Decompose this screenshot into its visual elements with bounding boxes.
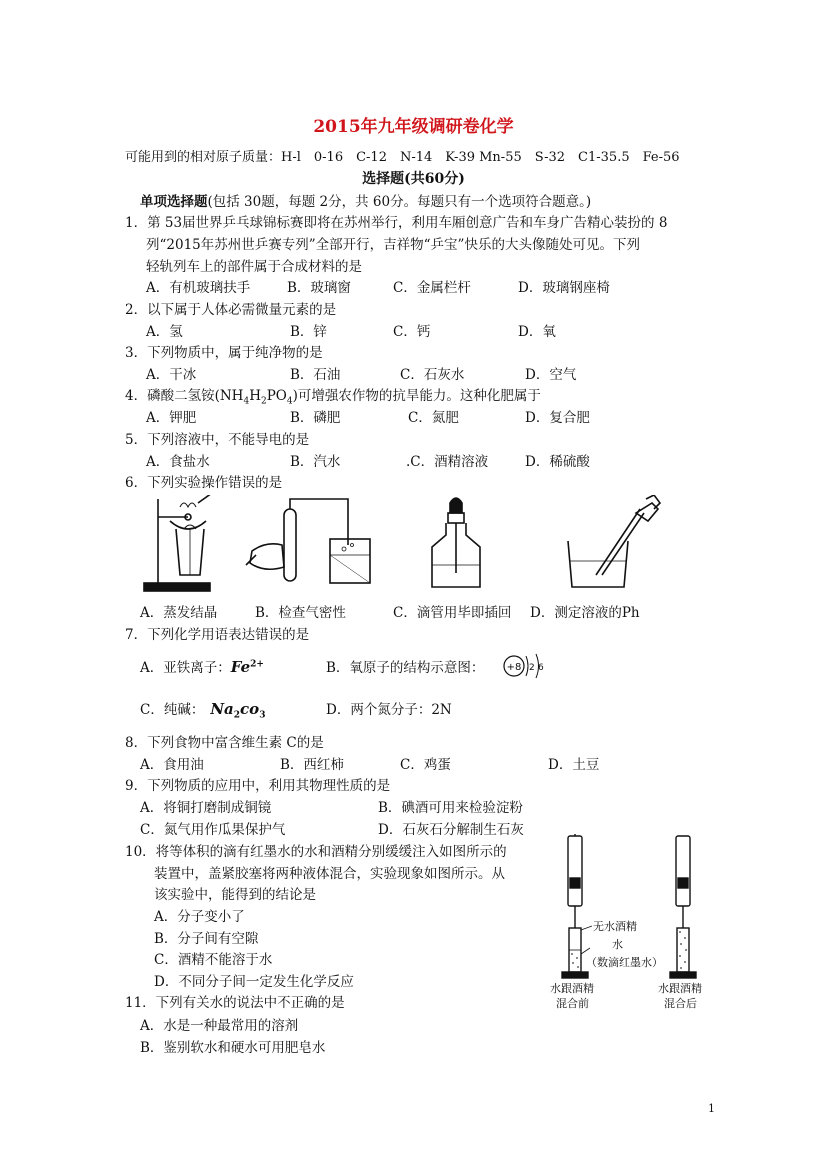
q3-option-a: A．干冰 (146, 367, 197, 383)
fig-after-label2: 混合后 (664, 997, 697, 1010)
q3-option-c: C．石灰水 (400, 367, 465, 383)
q1-option-a: A．有机玻璃扶手 (146, 280, 251, 296)
dropper-bottle-icon (432, 498, 480, 587)
q8-option-a: A．食用油 (140, 757, 204, 773)
q11-option-b: B．鉴别软水和硬水可用肥皂水 (140, 1040, 326, 1056)
q1-option-c: C．金属栏杆 (393, 280, 471, 296)
q4-sub: 2 (260, 396, 267, 407)
q9-option-c: C．氮气用作瓜果保护气 (140, 822, 286, 838)
q9-option-d: D．石灰石分解制生石灰 (378, 822, 524, 838)
q8-option-b: B．西红柿 (280, 757, 344, 773)
airtightness-check-icon (246, 499, 370, 583)
q7-stem: 7．下列化学用语表达错误的是 (125, 627, 310, 643)
oxygen-atom-diagram (500, 651, 548, 681)
q1-line1: 1．第 53届世界乒乓球锦标赛即将在苏州举行，利用车厢创意广告和车身广告精心装扮的 8 (125, 215, 668, 231)
q9-option-a: A．将铜打磨制成铜镜 (140, 800, 272, 816)
q8-option-c: C．鸡蛋 (400, 757, 451, 773)
q4-option-c: C．氮肥 (408, 410, 459, 426)
q2-option-c: C．钙 (393, 324, 431, 340)
q10-option-a: A．分子变小了 (154, 909, 245, 925)
atom-nucleus-label: +8 (506, 662, 522, 673)
q7-a-charge: 2+ (250, 659, 264, 670)
q10-line2: 装置中，盖紧胶塞将两种液体混合，实验现象如图所示。从 (154, 866, 505, 882)
fig-water-note: （数滴红墨水） (586, 956, 663, 969)
q10-mixing-figure (550, 832, 720, 1014)
q10-option-c: C．酒精不能溶于水 (154, 952, 273, 968)
fig-before-label2: 混合前 (556, 997, 589, 1010)
fig-water-label: 水 (612, 938, 623, 951)
section-heading: 选择题(共60分) (362, 171, 465, 187)
q3-option-b: B．石油 (290, 367, 341, 383)
q10-option-b: B．分子间有空隙 (154, 931, 259, 947)
q6-apparatus-figure (140, 495, 670, 597)
q5-stem: 5．下列溶液中，不能导电的是 (125, 432, 310, 448)
q2-option-b: B．锌 (290, 324, 327, 340)
q4-sub: 4 (243, 396, 250, 407)
fig-after-label1: 水跟酒精 (658, 982, 702, 995)
q10-option-d: D．不同分子间一定发生化学反应 (154, 974, 354, 990)
q7-c-formula: co (240, 700, 260, 718)
q4-stem-part: PO (266, 388, 287, 404)
q6-option-d: D．测定溶液的Ph (530, 605, 640, 621)
q6-option-b: B．检查气密性 (255, 605, 346, 621)
q10-line1: 10．将等体积的滴有红墨水的水和酒精分别缓缓注入如图所示的 (125, 844, 507, 860)
evaporation-stand-icon (144, 495, 212, 591)
atomic-masses: 可能用到的相对原子质量：H-l 0-16 C-12 N-14 K-39 Mn-55 S-32 C1-35.5 Fe-56 (125, 150, 680, 165)
instructions (140, 190, 591, 210)
q4-stem-part: H (249, 388, 261, 404)
q4-option-b: B．磷肥 (290, 410, 341, 426)
q7-option-c (140, 698, 265, 721)
q8-option-d: D．土豆 (548, 757, 600, 773)
q7-c-formula: Na (210, 700, 234, 718)
q7-option-d: D．两个氮分子：2N (326, 702, 452, 718)
q1-option-d: D．玻璃钢座椅 (518, 280, 610, 296)
q4-sub: 4 (286, 396, 293, 407)
q4-stem (125, 384, 541, 407)
q9-option-b: B．碘酒可用来检验淀粉 (378, 800, 523, 816)
q4-stem-part: )可增强农作物的抗旱能力。这种化肥属于 (292, 388, 541, 404)
q2-option-d: D．氧 (518, 324, 556, 340)
q1-line3: 轻轨列车上的部件属于合成材料的是 (146, 259, 362, 275)
instructions-bold: 单项选择题 (140, 194, 208, 210)
q2-option-a: A．氢 (146, 324, 183, 340)
q4-option-d: D．复合肥 (525, 410, 590, 426)
atom-shell1-electrons: 2 (529, 663, 535, 673)
q6-option-c: C．滴管用毕即插回 (393, 605, 512, 621)
q6-option-a: A．蒸发结晶 (140, 605, 218, 621)
q3-option-d: D．空气 (525, 367, 577, 383)
q7-a-label: A．亚铁离子： (140, 660, 231, 676)
q1-option-b: B．玻璃窗 (287, 280, 351, 296)
q7-c-sub: 3 (259, 710, 266, 721)
q11-option-a: A．水是一种最常用的溶剂 (140, 1018, 299, 1034)
q8-stem: 8．下列食物中富含维生素 C的是 (125, 735, 324, 751)
page-number: 1 (708, 1102, 715, 1115)
page-title: 2015年九年级调研卷化学 (313, 117, 514, 137)
q6-stem: 6．下列实验操作错误的是 (125, 475, 283, 491)
q3-stem: 3．下列物质中，属于纯净物的是 (125, 345, 323, 361)
q10-line3: 该实验中，能得到的结论是 (154, 887, 316, 903)
q7-option-a (140, 656, 264, 676)
q4-option-a: A．钾肥 (146, 410, 197, 426)
q5-option-a: A．食盐水 (146, 454, 210, 470)
q7-c-label: C．纯碱： (140, 702, 205, 718)
instructions-rest: (包括 30题，每题 2分，共 60分。每题只有一个选项符合题意。) (207, 194, 592, 210)
q5-option-b: B．汽水 (290, 454, 341, 470)
ph-test-icon (568, 495, 660, 587)
q5-option-d: D．稀硫酸 (525, 454, 590, 470)
q7-a-formula: Fe (230, 658, 251, 676)
q9-stem: 9．下列物质的应用中，利用其物理性质的是 (125, 778, 391, 794)
fig-before-label1: 水跟酒精 (550, 982, 594, 995)
q1-line2: 列“2015年苏州世乒赛专列”全部开行，吉祥物“乒宝”快乐的大头像随处可见。下列 (146, 237, 640, 253)
q11-stem: 11．下列有关水的说法中不正确的是 (125, 995, 345, 1011)
q7-c-sub: 2 (233, 710, 241, 721)
q2-stem: 2．以下属于人体必需微量元素的是 (125, 302, 337, 318)
q7-option-b: B．氧原子的结构示意图： (326, 660, 485, 676)
atom-shell2-electrons: 6 (538, 663, 544, 673)
q5-option-c: .C．酒精溶液 (406, 454, 489, 470)
fig-alcohol-label: 无水酒精 (593, 920, 637, 933)
q4-stem-part: 4．磷酸二氢铵(NH (125, 388, 244, 404)
